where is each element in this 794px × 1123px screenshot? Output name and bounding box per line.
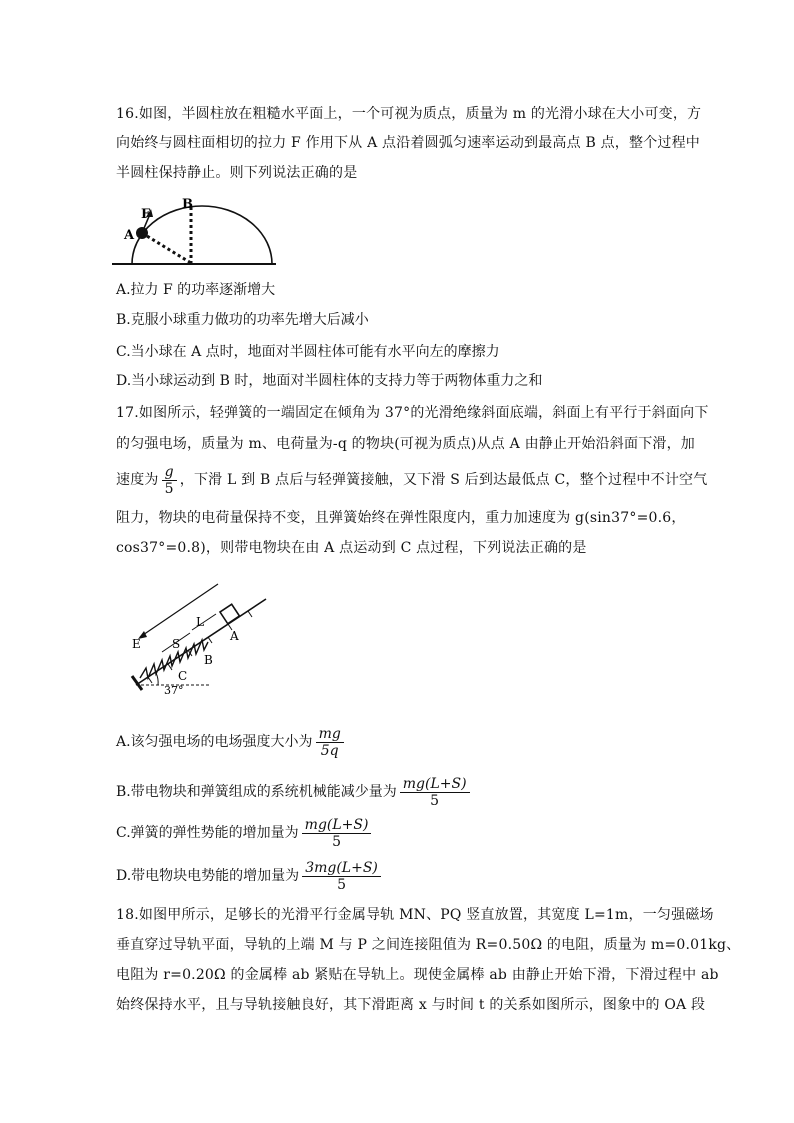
label-f: F	[141, 207, 151, 222]
option-d-text: D.带电物块电势能的增加量为	[116, 868, 300, 884]
option-b-text: B.带电物块和弹簧组成的系统机械能减少量为	[116, 784, 397, 800]
label-b: B	[182, 197, 193, 212]
q18-line-3: 电阻为 r=0.20Ω 的金属棒 ab 紧贴在导轨上。现使金属棒 ab 由静止开始下滑，下滑过程中 ab	[116, 967, 719, 983]
label-l: L	[196, 615, 204, 629]
q17-option-d	[116, 856, 384, 896]
fraction-denominator: 5	[164, 480, 174, 497]
label-e: E	[132, 637, 141, 651]
fraction-denominator: 5	[430, 792, 440, 809]
option-d-fraction	[302, 860, 381, 893]
option-a-text: A.该匀强电场的电场强度大小为	[116, 734, 313, 750]
q17-accel-fraction	[162, 464, 177, 497]
q17-line-1: 17.如图所示，轻弹簧的一端固定在倾角为 37°的光滑绝缘斜面底端，斜面上有平行于斜面向下	[116, 405, 709, 421]
q17-line-4: 阻力，物块的电荷量保持不变，且弹簧始终在弹性限度内，重力加速度为 g(sin37°=0.6，	[116, 510, 686, 526]
half-cylinder-arc	[132, 206, 272, 264]
q17-line-3-post: ，下滑 L 到 B 点后与轻弹簧接触，又下滑 S 后到达最低点 C，整个过程中不计空气	[179, 472, 708, 488]
radius-to-a	[142, 233, 191, 263]
label-b: B	[204, 653, 213, 667]
q16-option-d: D.当小球运动到 B 时，地面对半圆柱体的支持力等于两物体重力之和	[116, 373, 543, 389]
block	[220, 604, 239, 623]
fraction-numerator: 3mg(L+S)	[302, 860, 381, 877]
label-a: A	[230, 629, 239, 643]
q16-line-3: 半圆柱保持静止。则下列说法正确的是	[116, 165, 358, 181]
field-arrow	[140, 584, 218, 637]
q17-line-3-pre: 速度为	[116, 472, 159, 488]
fraction-denominator: 5	[337, 876, 346, 893]
q16-line-2: 向始终与圆柱面相切的拉力 F 作用下从 A 点沿着圆弧匀速率运动到最高点 B 点，整个过程中	[116, 135, 701, 151]
fraction-denominator: 5	[332, 833, 342, 850]
q17-option-c	[116, 813, 374, 853]
q18-line-2: 垂直穿过导轨平面，导轨的上端 M 与 P 之间连接阻值为 R=0.50Ω 的电阻，质量为 m=0.01kg、	[116, 937, 741, 953]
fraction-denominator: 5q	[320, 742, 339, 759]
q17-line-3	[116, 460, 708, 500]
q17-figure-incline	[118, 582, 278, 702]
q17-option-a	[116, 722, 347, 762]
option-b-fraction	[400, 776, 470, 809]
q18-line-4: 始终保持水平，且与导轨接触良好，其下滑距离 x 与时间 t 的关系如图所示，图象中的 OA 段	[116, 997, 706, 1013]
fraction-numerator: mg(L+S)	[302, 817, 372, 834]
option-c-text: C.弹簧的弹性势能的增加量为	[116, 825, 299, 841]
q17-line-5: cos37°=0.8)，则带电物块在由 A 点运动到 C 点过程，下列说法正确的是	[116, 540, 587, 556]
q16-option-c: C.当小球在 A 点时，地面对半圆柱体可能有水平向左的摩擦力	[116, 344, 500, 360]
option-c-fraction	[302, 817, 372, 850]
fraction-numerator: mg(L+S)	[400, 776, 470, 793]
q16-line-1: 16.如图，半圆柱放在粗糙水平面上，一个可视为质点，质量为 m 的光滑小球在大小可变，方	[116, 106, 702, 122]
q17-line-2: 的匀强电场，质量为 m、电荷量为-q 的物块(可视为质点)从点 A 由静止开始沿斜面下滑，加	[116, 436, 696, 452]
label-angle: 37°	[164, 684, 184, 697]
q17-option-b	[116, 772, 473, 812]
label-c: C	[178, 669, 188, 683]
option-a-fraction	[316, 726, 344, 759]
q16-option-b: B.克服小球重力做功的功率先增大后减小	[116, 312, 369, 328]
label-a: A	[124, 228, 135, 243]
label-s: S	[172, 637, 181, 651]
q18-line-1: 18.如图甲所示，足够长的光滑平行金属导轨 MN、PQ 竖直放置，其宽度 L=1m，一匀强磁场	[116, 907, 714, 923]
q16-figure-half-cylinder	[110, 196, 280, 270]
q16-option-a: A.拉力 F 的功率逐渐增大	[116, 282, 276, 298]
fraction-numerator: g	[162, 464, 177, 481]
fraction-numerator: mg	[316, 726, 344, 743]
ball	[136, 227, 148, 239]
